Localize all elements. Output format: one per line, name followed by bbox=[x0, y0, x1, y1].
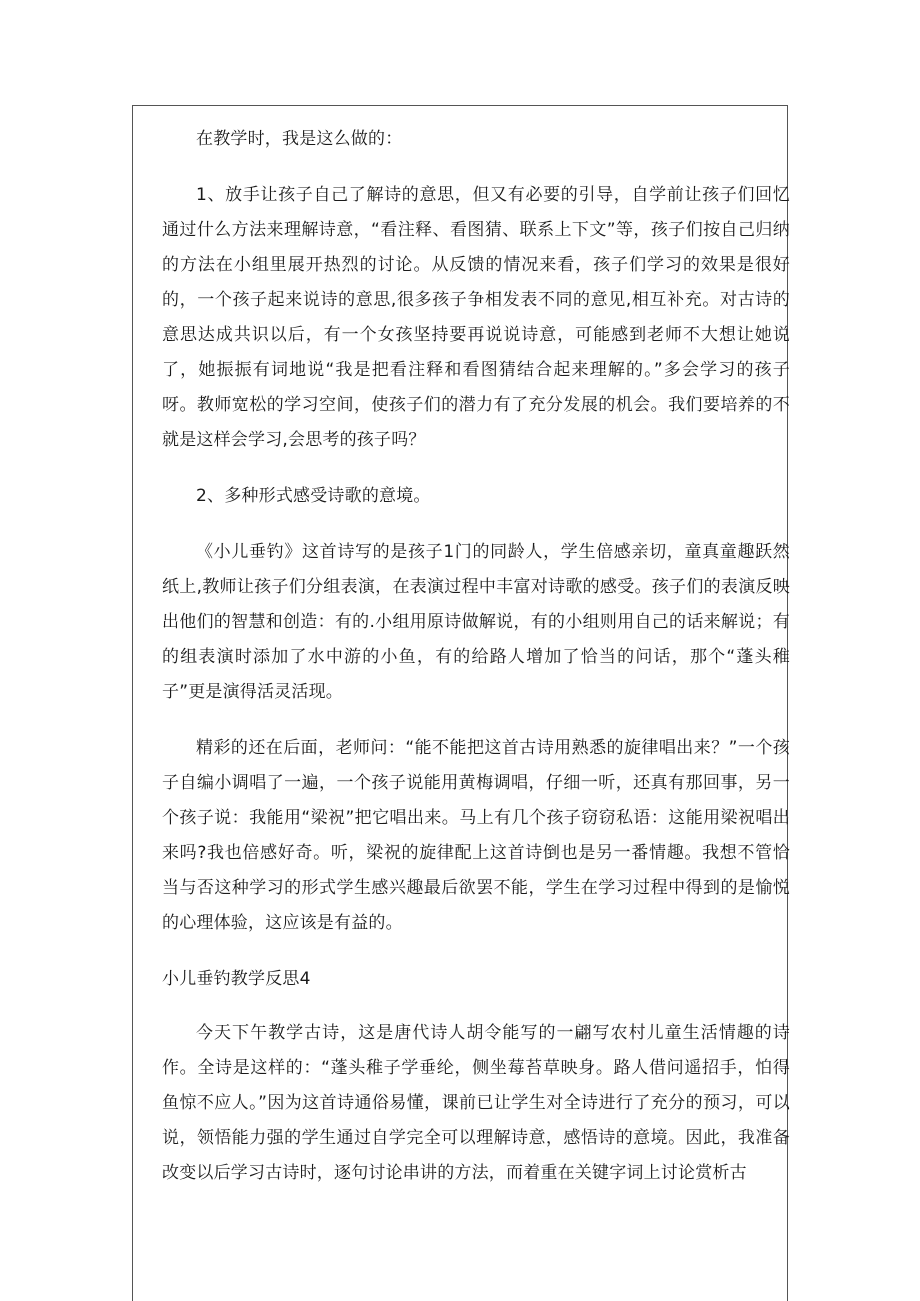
section-heading: 小儿垂钓教学反思4 bbox=[162, 969, 311, 989]
paragraph-intro: 在教学时，我是这么做的： bbox=[196, 129, 403, 149]
paragraph-reflection-4: 今天下午教学古诗，这是唐代诗人胡令能写的一翩写农村儿童生活情趣的诗作。全诗是这样的：“蓬头稚子学垂纶，侧坐莓苔草映身。路人借问遥招手，怕得鱼惊不应人。”因为这首诗通俗易懂，课前已让学生对全诗进行了充分的预习，可以说，领悟能力强的学生通过自学完全可以理解诗意，感悟诗的意境。因此，我准备改变以后学习古诗时，逐句讨论串讲的方法，而着重在关键字词上讨论赏析古 bbox=[162, 1023, 790, 1183]
paragraph-point-2-title: 2、多种形式感受诗歌的意境。 bbox=[196, 486, 431, 506]
document-body bbox=[162, 122, 790, 1212]
paragraph-point-1: 1、放手让孩子自己了解诗的意思，但又有必要的引导，自学前让孩子们回忆通过什么方法来理解诗意，“看注释、看图猜、联系上下文”等，孩子们按自己归纳的方法在小组里展开热烈的讨论。从反馈的情况来看，孩子们学习的效果是很好的，一个孩子起来说诗的意思,很多孩子争相发表不同的意见,相互补充。对古诗的意思达成共识以后，有一个女孩坚持要再说说诗意，可能感到老师不大想让她说了，她振振有词地说“我是把看注释和看图猜结合起来理解的。”多会学习的孩子呀。教师宽松的学习空间，使孩子们的潜力有了充分发展的机会。我们要培养的不就是这样会学习,会思考的孩子吗？ bbox=[162, 185, 790, 450]
paragraph-singing: 精彩的还在后面，老师问：“能不能把这首古诗用熟悉的旋律唱出来？”一个孩子自编小调唱了一遍，一个孩子说能用黄梅调唱，仔细一听，还真有那回事，另一个孩子说：我能用“梁祝”把它唱出来。马上有几个孩子窃窃私语：这能用梁祝唱出来吗?我也倍感好奇。听，梁祝的旋律配上这首诗倒也是另一番情趣。我想不管恰当与否这种学习的形式学生感兴趣最后欲罢不能，学生在学习过程中得到的是愉悦的心理体验，这应该是有益的。 bbox=[162, 738, 790, 933]
paragraph-performance: 《小儿垂钓》这首诗写的是孩子1门的同龄人，学生倍感亲切，童真童趣跃然纸上,教师让孩子们分组表演，在表演过程中丰富对诗歌的感受。孩子们的表演反映出他们的智慧和创造：有的.小组用原诗做解说，有的小组则用自己的话来解说；有的组表演时添加了水中游的小鱼，有的给路人增加了恰当的问话，那个“蓬头稚子”更是演得活灵活现。 bbox=[162, 542, 790, 702]
